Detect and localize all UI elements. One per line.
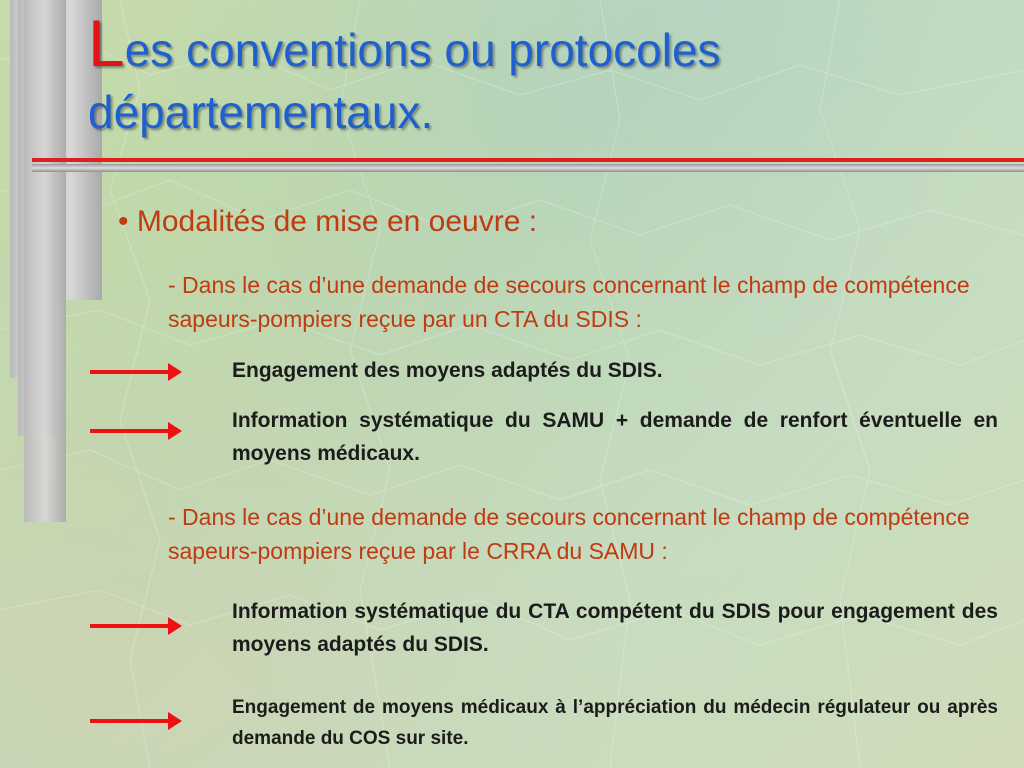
case1-item-2: Information systématique du SAMU + demande de renfort éventuelle en moyens médicaux.: [232, 409, 998, 465]
title-initial: L: [88, 6, 125, 80]
title-line2: départementaux.: [88, 86, 434, 138]
title-line1: es conventions ou protocoles: [124, 24, 721, 76]
bullet-heading: • Modalités de mise en oeuvre :: [118, 205, 538, 238]
arrow-right-icon: [90, 712, 182, 730]
case2-item-1: Information systématique du CTA compétent du SDIS pour engagement des moyens adaptés du SDIS.: [232, 600, 998, 656]
case2-item-2: Engagement de moyens médicaux à l’appréciation du médecin régulateur ou après demande du COS sur site.: [232, 697, 998, 749]
arrow-right-icon: [90, 422, 182, 440]
slide-title: [88, 6, 988, 143]
case1-item-1: Engagement des moyens adaptés du SDIS.: [232, 359, 663, 382]
case2-intro: - Dans le cas d’une demande de secours concernant le champ de compétence sapeurs-pompiers reçue par le CRRA du SAMU :: [168, 504, 970, 564]
arrow-right-icon: [90, 363, 182, 381]
arrow-right-icon: [90, 617, 182, 635]
title-rule-red: [32, 158, 1024, 162]
case1-intro: - Dans le cas d’une demande de secours concernant le champ de compétence sapeurs-pompiers reçue par un CTA du SDIS :: [168, 272, 970, 332]
title-rule-gray: [32, 164, 1024, 172]
decor-bar-4: [24, 0, 66, 522]
